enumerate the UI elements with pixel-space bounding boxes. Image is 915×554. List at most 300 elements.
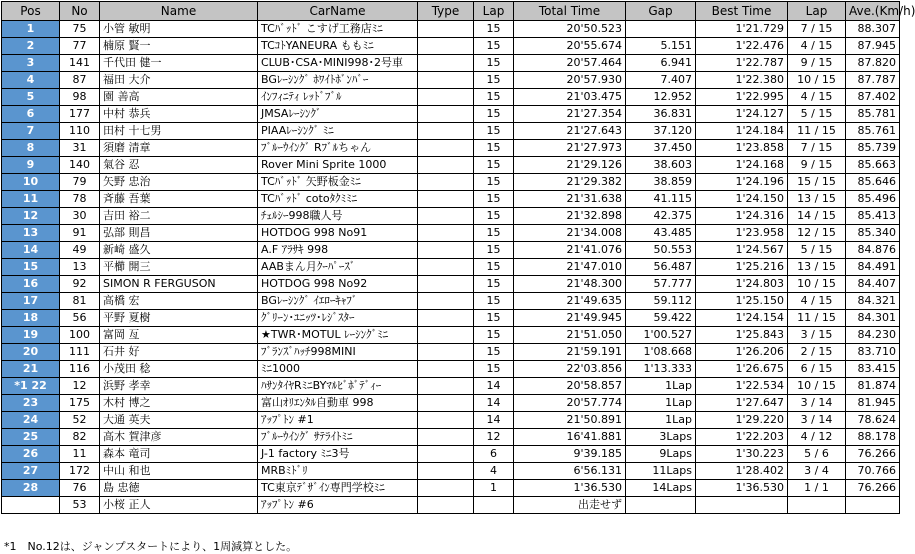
col-no-header: No: [60, 2, 100, 21]
cell-gap: [626, 21, 696, 38]
table-row: [2, 497, 900, 514]
cell-best-time: 1'28.402: [696, 463, 788, 480]
cell-type: [418, 89, 474, 106]
table-row: [2, 429, 900, 446]
cell-car-name: ｸﾞﾘｰﾝ･ﾕﾆｯﾂ･ﾚｼﾞｽﾀｰ: [258, 310, 418, 327]
cell-average-speed: [846, 497, 900, 514]
cell-car-number: 11: [60, 446, 100, 463]
cell-laps: 15: [474, 276, 514, 293]
col-lap-header: Lap: [474, 2, 514, 21]
cell-average-speed: 85.646: [846, 174, 900, 191]
cell-driver-name: 浜野 孝幸: [100, 378, 258, 395]
cell-car-name: 富山ｵﾘｴﾝﾀﾙ自動車 998: [258, 395, 418, 412]
cell-car-number: 172: [60, 463, 100, 480]
cell-gap: 38.859: [626, 174, 696, 191]
table-row: [2, 293, 900, 310]
cell-type: [418, 276, 474, 293]
cell-pos: 9: [2, 157, 60, 174]
cell-car-name: J-1 factory ﾐﾆ3号: [258, 446, 418, 463]
cell-gap: 43.485: [626, 225, 696, 242]
cell-laps: 15: [474, 89, 514, 106]
cell-laps: 15: [474, 344, 514, 361]
cell-laps: 14: [474, 378, 514, 395]
cell-car-number: 87: [60, 72, 100, 89]
cell-car-number: 53: [60, 497, 100, 514]
cell-car-number: 78: [60, 191, 100, 208]
cell-total-time: 6'56.131: [514, 463, 626, 480]
cell-gap: 1Lap: [626, 412, 696, 429]
cell-type: [418, 38, 474, 55]
cell-laps: 15: [474, 174, 514, 191]
cell-total-time: 22'03.856: [514, 361, 626, 378]
cell-best-lap: 10 / 15: [788, 72, 846, 89]
cell-driver-name: 矢野 忠治: [100, 174, 258, 191]
col-carname-header: CarName: [258, 2, 418, 21]
cell-type: [418, 446, 474, 463]
cell-best-lap: 13 / 15: [788, 191, 846, 208]
table-row: [2, 72, 900, 89]
cell-best-time: 1'24.316: [696, 208, 788, 225]
cell-car-name: ﾁｪﾙｼｰ998職人号: [258, 208, 418, 225]
cell-best-lap: 11 / 15: [788, 123, 846, 140]
cell-type: [418, 310, 474, 327]
cell-car-number: 110: [60, 123, 100, 140]
cell-total-time: 21'31.638: [514, 191, 626, 208]
cell-car-name: MRBﾐﾄﾞﾘ: [258, 463, 418, 480]
cell-best-lap: 4 / 15: [788, 293, 846, 310]
table-row: [2, 378, 900, 395]
cell-pos: 27: [2, 463, 60, 480]
cell-car-name: ﾊｻﾝﾀｲﾔRﾐﾆBYﾏﾙﾋﾞﾎﾞﾃﾞｨｰ: [258, 378, 418, 395]
col-pos-header: Pos: [2, 2, 60, 21]
cell-driver-name: 木村 博之: [100, 395, 258, 412]
cell-total-time: 21'27.973: [514, 140, 626, 157]
cell-average-speed: 83.415: [846, 361, 900, 378]
cell-average-speed: 84.301: [846, 310, 900, 327]
cell-best-time: 1'25.150: [696, 293, 788, 310]
cell-laps: 4: [474, 463, 514, 480]
cell-car-number: 100: [60, 327, 100, 344]
cell-best-lap: 13 / 15: [788, 259, 846, 276]
cell-pos: 8: [2, 140, 60, 157]
cell-laps: 15: [474, 208, 514, 225]
cell-type: [418, 412, 474, 429]
cell-type: [418, 157, 474, 174]
cell-gap: 11Laps: [626, 463, 696, 480]
cell-total-time: 20'50.523: [514, 21, 626, 38]
cell-car-number: 141: [60, 55, 100, 72]
cell-total-time: 20'57.774: [514, 395, 626, 412]
cell-type: [418, 191, 474, 208]
cell-best-time: 1'24.196: [696, 174, 788, 191]
cell-pos: 20: [2, 344, 60, 361]
cell-driver-name: 弘部 則昌: [100, 225, 258, 242]
table-row: [2, 395, 900, 412]
cell-laps: 15: [474, 225, 514, 242]
cell-car-number: 52: [60, 412, 100, 429]
cell-total-time: 21'51.050: [514, 327, 626, 344]
cell-gap: 14Laps: [626, 480, 696, 497]
cell-gap: 9Laps: [626, 446, 696, 463]
cell-best-lap: 5 / 6: [788, 446, 846, 463]
cell-driver-name: 石井 好: [100, 344, 258, 361]
table-row: [2, 242, 900, 259]
cell-driver-name: 富岡 亙: [100, 327, 258, 344]
cell-best-lap: [788, 497, 846, 514]
cell-car-number: 76: [60, 480, 100, 497]
cell-driver-name: 小茂田 稔: [100, 361, 258, 378]
cell-best-lap: 3 / 4: [788, 463, 846, 480]
cell-average-speed: 85.413: [846, 208, 900, 225]
cell-laps: 15: [474, 327, 514, 344]
cell-driver-name: 平櫛 開三: [100, 259, 258, 276]
cell-car-name: BGﾚｰｼﾝｸﾞ ｲｴﾛｰｷｬﾌﾞ: [258, 293, 418, 310]
cell-laps: 15: [474, 310, 514, 327]
cell-best-lap: 4 / 15: [788, 38, 846, 55]
cell-best-time: 1'36.530: [696, 480, 788, 497]
cell-type: [418, 361, 474, 378]
cell-car-number: 98: [60, 89, 100, 106]
cell-type: [418, 259, 474, 276]
cell-best-time: 1'22.203: [696, 429, 788, 446]
cell-type: [418, 378, 474, 395]
cell-best-time: 1'21.729: [696, 21, 788, 38]
cell-type: [418, 55, 474, 72]
cell-driver-name: 中村 恭兵: [100, 106, 258, 123]
cell-average-speed: 84.230: [846, 327, 900, 344]
cell-car-name: ｱｯﾌﾟﾄﾝ #1: [258, 412, 418, 429]
table-row: [2, 191, 900, 208]
cell-laps: 15: [474, 106, 514, 123]
cell-car-number: 177: [60, 106, 100, 123]
cell-pos: 11: [2, 191, 60, 208]
cell-driver-name: 島 忠徳: [100, 480, 258, 497]
cell-total-time: 出走せず: [514, 497, 626, 514]
cell-gap: 56.487: [626, 259, 696, 276]
cell-car-name: CLUB･CSA･MINI998･2号車: [258, 55, 418, 72]
cell-gap: [626, 497, 696, 514]
cell-best-time: 1'24.803: [696, 276, 788, 293]
cell-driver-name: 小管 敏明: [100, 21, 258, 38]
cell-gap: 1'08.668: [626, 344, 696, 361]
table-row: [2, 38, 900, 55]
cell-best-lap: 15 / 15: [788, 174, 846, 191]
table-row: [2, 344, 900, 361]
cell-best-time: 1'22.787: [696, 55, 788, 72]
cell-best-time: 1'24.567: [696, 242, 788, 259]
cell-average-speed: 76.266: [846, 446, 900, 463]
cell-car-name: HOTDOG 998 No91: [258, 225, 418, 242]
cell-average-speed: 87.820: [846, 55, 900, 72]
cell-car-number: 77: [60, 38, 100, 55]
cell-best-time: 1'24.127: [696, 106, 788, 123]
table-row: [2, 361, 900, 378]
cell-average-speed: 81.945: [846, 395, 900, 412]
cell-car-number: 92: [60, 276, 100, 293]
cell-car-name: ｲﾝﾌｨﾆﾃｨ ﾚｯﾄﾞﾌﾞﾙ: [258, 89, 418, 106]
table-row: [2, 446, 900, 463]
table-row: [2, 55, 900, 72]
cell-best-lap: 3 / 14: [788, 395, 846, 412]
cell-best-time: 1'23.858: [696, 140, 788, 157]
cell-best-lap: 9 / 15: [788, 157, 846, 174]
cell-average-speed: 87.787: [846, 72, 900, 89]
cell-car-number: 30: [60, 208, 100, 225]
cell-pos: 15: [2, 259, 60, 276]
cell-pos: 7: [2, 123, 60, 140]
cell-best-time: 1'24.168: [696, 157, 788, 174]
col-best-time-header: Best Time: [696, 2, 788, 21]
cell-type: [418, 242, 474, 259]
cell-best-lap: 10 / 15: [788, 378, 846, 395]
cell-best-time: 1'29.220: [696, 412, 788, 429]
cell-best-lap: 1 / 1: [788, 480, 846, 497]
cell-best-time: 1'22.380: [696, 72, 788, 89]
cell-average-speed: 81.874: [846, 378, 900, 395]
cell-best-time: 1'22.534: [696, 378, 788, 395]
cell-best-time: 1'25.216: [696, 259, 788, 276]
cell-best-lap: 5 / 15: [788, 106, 846, 123]
cell-pos: 12: [2, 208, 60, 225]
cell-best-lap: 7 / 15: [788, 21, 846, 38]
cell-driver-name: 千代田 健一: [100, 55, 258, 72]
cell-car-number: 116: [60, 361, 100, 378]
cell-pos: 6: [2, 106, 60, 123]
cell-laps: [474, 497, 514, 514]
cell-total-time: 21'34.008: [514, 225, 626, 242]
col-gap-header: Gap: [626, 2, 696, 21]
table-row: [2, 208, 900, 225]
cell-total-time: 21'27.643: [514, 123, 626, 140]
cell-total-time: 21'59.191: [514, 344, 626, 361]
cell-pos: 5: [2, 89, 60, 106]
cell-total-time: 9'39.185: [514, 446, 626, 463]
cell-laps: 15: [474, 293, 514, 310]
cell-type: [418, 344, 474, 361]
table-row: [2, 123, 900, 140]
cell-gap: 37.450: [626, 140, 696, 157]
cell-gap: 3Laps: [626, 429, 696, 446]
cell-car-name: PIAAﾚｰｼﾝｸﾞ ﾐﾆ: [258, 123, 418, 140]
cell-average-speed: 85.739: [846, 140, 900, 157]
cell-type: [418, 480, 474, 497]
cell-best-lap: 4 / 15: [788, 89, 846, 106]
cell-total-time: 21'48.300: [514, 276, 626, 293]
cell-laps: 15: [474, 361, 514, 378]
cell-average-speed: 84.876: [846, 242, 900, 259]
cell-car-number: 82: [60, 429, 100, 446]
table-row: [2, 310, 900, 327]
table-row: [2, 225, 900, 242]
table-row: [2, 174, 900, 191]
cell-average-speed: 76.266: [846, 480, 900, 497]
cell-car-name: TCｺﾄYANEURA ももﾐﾆ: [258, 38, 418, 55]
cell-car-number: 140: [60, 157, 100, 174]
cell-car-name: ﾌﾞﾙｰｳｲﾝｸﾞ ｻﾃﾗｲﾄﾐﾆ: [258, 429, 418, 446]
cell-total-time: 20'57.464: [514, 55, 626, 72]
cell-car-name: ｱｯﾌﾟﾄﾝ #6: [258, 497, 418, 514]
cell-gap: 59.422: [626, 310, 696, 327]
cell-gap: 6.941: [626, 55, 696, 72]
cell-best-time: 1'26.206: [696, 344, 788, 361]
cell-pos: 13: [2, 225, 60, 242]
table-row: [2, 327, 900, 344]
cell-best-time: 1'27.647: [696, 395, 788, 412]
col-total-time-header: Total Time: [514, 2, 626, 21]
cell-laps: 15: [474, 242, 514, 259]
cell-car-name: Rover Mini Sprite 1000: [258, 157, 418, 174]
cell-laps: 15: [474, 259, 514, 276]
table-row: [2, 412, 900, 429]
cell-car-name: ﾌﾞﾗﾝｽﾞﾊｯﾁ998MINI: [258, 344, 418, 361]
cell-total-time: 21'47.010: [514, 259, 626, 276]
table-row: [2, 463, 900, 480]
cell-car-name: TCﾊﾞｯﾄﾞ cotoﾀｸﾐﾐﾆ: [258, 191, 418, 208]
cell-average-speed: 85.496: [846, 191, 900, 208]
cell-car-name: AABまん月ｸｰﾊﾟｰｽﾞ: [258, 259, 418, 276]
cell-pos: 16: [2, 276, 60, 293]
cell-total-time: 16'41.881: [514, 429, 626, 446]
cell-laps: 15: [474, 157, 514, 174]
cell-gap: 41.115: [626, 191, 696, 208]
cell-driver-name: 大通 英夫: [100, 412, 258, 429]
cell-type: [418, 463, 474, 480]
cell-pos: 17: [2, 293, 60, 310]
cell-total-time: 20'58.857: [514, 378, 626, 395]
cell-driver-name: 高木 賀津彦: [100, 429, 258, 446]
cell-average-speed: 83.710: [846, 344, 900, 361]
cell-driver-name: 吉田 裕二: [100, 208, 258, 225]
cell-best-time: 1'24.184: [696, 123, 788, 140]
cell-gap: 59.112: [626, 293, 696, 310]
cell-gap: 50.553: [626, 242, 696, 259]
table-row: [2, 480, 900, 497]
cell-car-number: 13: [60, 259, 100, 276]
cell-laps: 6: [474, 446, 514, 463]
cell-gap: 1'00.527: [626, 327, 696, 344]
cell-pos: 21: [2, 361, 60, 378]
cell-average-speed: 85.761: [846, 123, 900, 140]
cell-best-lap: 4 / 12: [788, 429, 846, 446]
cell-driver-name: 小桜 正人: [100, 497, 258, 514]
cell-car-name: ﾐﾆ1000: [258, 361, 418, 378]
cell-average-speed: 87.945: [846, 38, 900, 55]
cell-driver-name: SIMON R FERGUSON: [100, 276, 258, 293]
cell-laps: 14: [474, 395, 514, 412]
cell-pos: *1 22: [2, 378, 60, 395]
cell-laps: 14: [474, 412, 514, 429]
cell-car-name: A.F ｱﾗｻｷ 998: [258, 242, 418, 259]
cell-best-time: 1'30.223: [696, 446, 788, 463]
cell-driver-name: 楠原 賢一: [100, 38, 258, 55]
cell-best-lap: 9 / 15: [788, 55, 846, 72]
cell-car-number: 75: [60, 21, 100, 38]
table-row: [2, 157, 900, 174]
cell-gap: 38.603: [626, 157, 696, 174]
cell-average-speed: 84.321: [846, 293, 900, 310]
cell-type: [418, 72, 474, 89]
cell-gap: 1'13.333: [626, 361, 696, 378]
cell-average-speed: 85.340: [846, 225, 900, 242]
cell-best-time: 1'24.150: [696, 191, 788, 208]
cell-type: [418, 225, 474, 242]
cell-type: [418, 429, 474, 446]
cell-average-speed: 87.402: [846, 89, 900, 106]
cell-type: [418, 106, 474, 123]
cell-best-time: 1'24.154: [696, 310, 788, 327]
cell-laps: 15: [474, 21, 514, 38]
cell-total-time: 21'49.945: [514, 310, 626, 327]
cell-best-time: 1'22.476: [696, 38, 788, 55]
cell-average-speed: 70.766: [846, 463, 900, 480]
cell-pos: [2, 497, 60, 514]
cell-type: [418, 123, 474, 140]
cell-car-number: 91: [60, 225, 100, 242]
cell-best-lap: 3 / 14: [788, 412, 846, 429]
col-best-lap-header: Lap: [788, 2, 846, 21]
cell-gap: 42.375: [626, 208, 696, 225]
cell-pos: 26: [2, 446, 60, 463]
cell-pos: 24: [2, 412, 60, 429]
cell-car-number: 49: [60, 242, 100, 259]
cell-best-lap: 10 / 15: [788, 276, 846, 293]
cell-driver-name: 福田 大介: [100, 72, 258, 89]
cell-driver-name: 斉藤 吾葉: [100, 191, 258, 208]
cell-car-number: 12: [60, 378, 100, 395]
cell-type: [418, 327, 474, 344]
cell-total-time: 20'57.930: [514, 72, 626, 89]
cell-driver-name: 平野 夏樹: [100, 310, 258, 327]
results-table: [1, 1, 915, 514]
cell-average-speed: 85.663: [846, 157, 900, 174]
cell-laps: 1: [474, 480, 514, 497]
cell-laps: 12: [474, 429, 514, 446]
table-row: [2, 276, 900, 293]
col-average-header: Ave.(Km/h): [846, 2, 900, 21]
table-row: [2, 21, 900, 38]
cell-average-speed: 85.781: [846, 106, 900, 123]
cell-pos: 3: [2, 55, 60, 72]
cell-type: [418, 21, 474, 38]
cell-gap: 7.407: [626, 72, 696, 89]
cell-pos: 18: [2, 310, 60, 327]
cell-car-number: 111: [60, 344, 100, 361]
cell-pos: 1: [2, 21, 60, 38]
cell-type: [418, 497, 474, 514]
cell-laps: 15: [474, 140, 514, 157]
cell-gap: 1Lap: [626, 395, 696, 412]
cell-gap: 12.952: [626, 89, 696, 106]
cell-total-time: 1'36.530: [514, 480, 626, 497]
cell-type: [418, 174, 474, 191]
cell-laps: 15: [474, 55, 514, 72]
cell-laps: 15: [474, 38, 514, 55]
cell-driver-name: 須磨 清章: [100, 140, 258, 157]
col-type-header: Type: [418, 2, 474, 21]
cell-pos: 23: [2, 395, 60, 412]
cell-type: [418, 208, 474, 225]
cell-car-name: JMSAﾚｰｼﾝｸﾞ: [258, 106, 418, 123]
cell-car-number: 79: [60, 174, 100, 191]
cell-pos: 19: [2, 327, 60, 344]
cell-car-name: TCﾊﾞｯﾄﾞ 矢野板金ﾐﾆ: [258, 174, 418, 191]
cell-gap: 1Lap: [626, 378, 696, 395]
cell-car-number: 175: [60, 395, 100, 412]
cell-average-speed: 78.624: [846, 412, 900, 429]
cell-best-lap: 6 / 15: [788, 361, 846, 378]
cell-laps: 15: [474, 123, 514, 140]
cell-total-time: 21'50.891: [514, 412, 626, 429]
